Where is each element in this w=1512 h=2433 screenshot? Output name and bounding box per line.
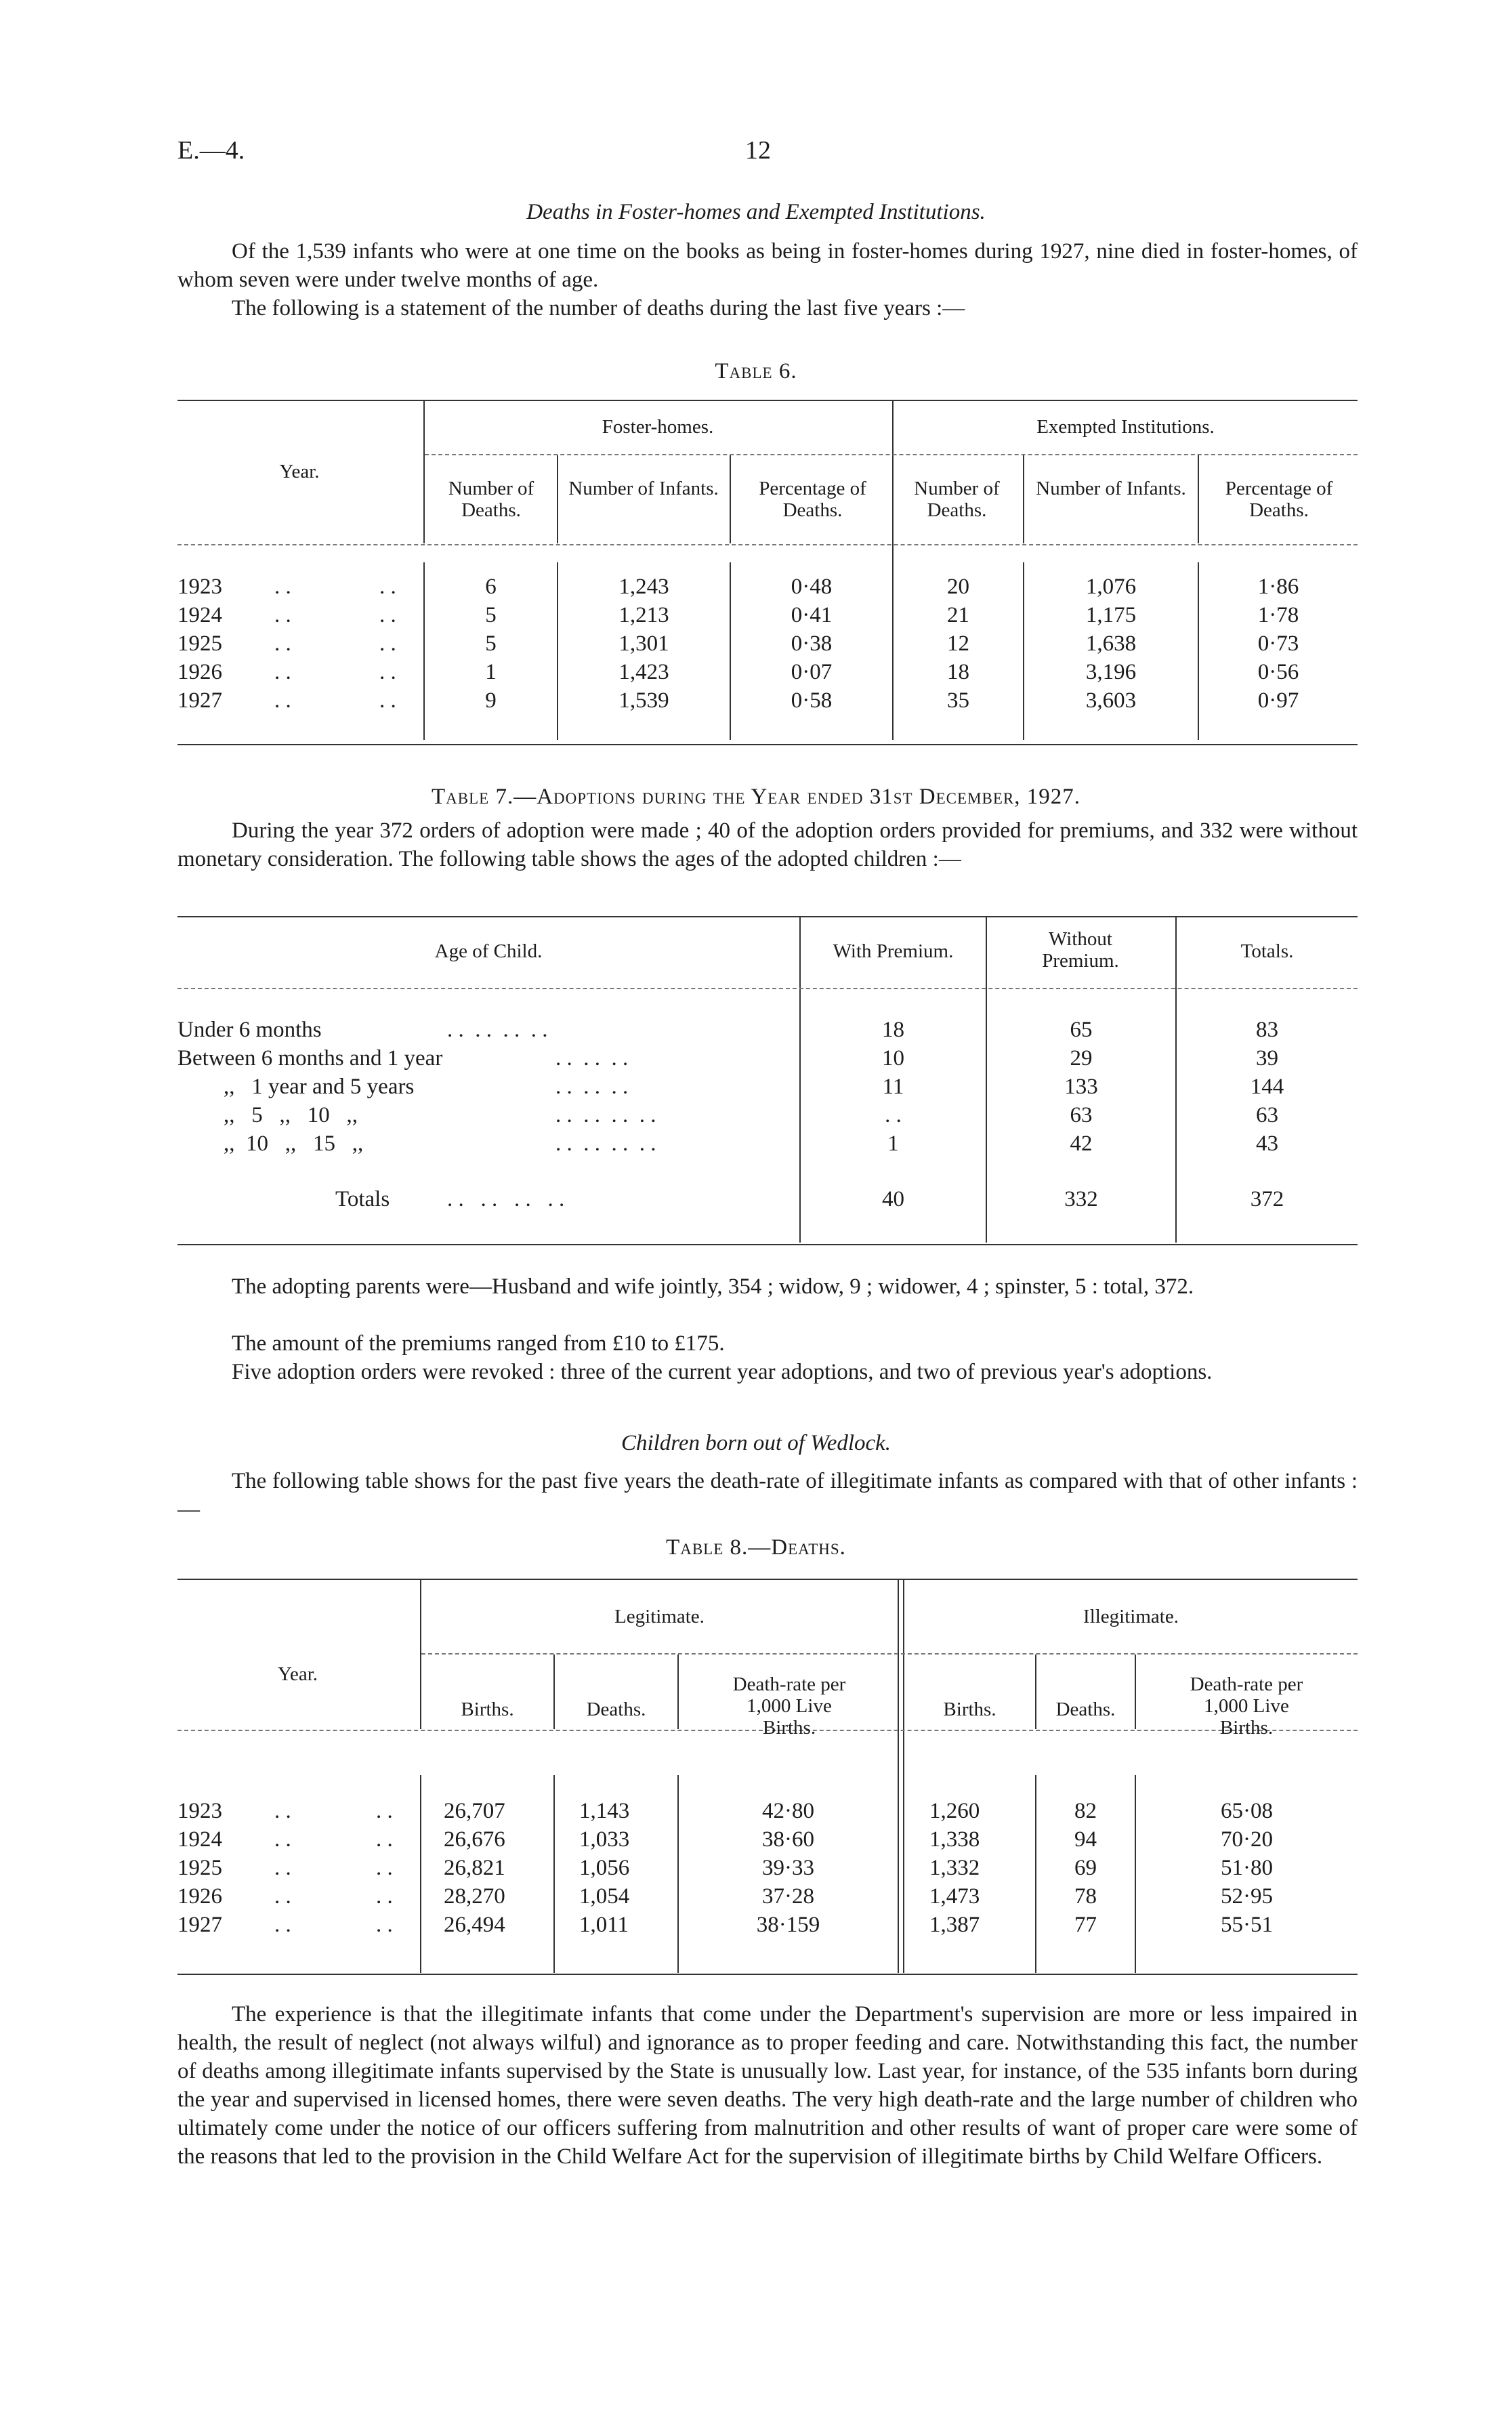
table8-dots: . . [376, 1799, 393, 1823]
paragraph-premiums [177, 1329, 1358, 1358]
paragraph-adopting-parents-text: The adopting parents were—Husband and wife jointly, 354 ; widow, 9 ; widower, 4 ; spinster, 5 : total, 372. [232, 1274, 1194, 1299]
paragraph-adoptions [177, 816, 1358, 873]
table7-total: 83 [1256, 1018, 1278, 1042]
table6-exempted-infants: 3,196 [1085, 660, 1137, 684]
table6-foster-percentage: 0·07 [791, 660, 833, 684]
table8-illegit-births: 1,473 [929, 1884, 980, 1909]
table6-group-foster: Foster-homes. [602, 416, 714, 438]
table8-legit-rate: 42·80 [762, 1799, 814, 1823]
table8-top-rule [177, 1579, 1358, 1580]
table6-col-foster-deaths: Number of Deaths. [448, 478, 534, 521]
table6-foster-percentage: 0·58 [791, 688, 833, 713]
table7-total: 63 [1256, 1103, 1278, 1127]
table8-illegit-deaths: 77 [1074, 1913, 1097, 1937]
table8-legit-deaths: 1,056 [579, 1856, 630, 1880]
table7-age: ,, 5 ,, 10 ,, [224, 1103, 358, 1127]
table7-bottom-rule [177, 1244, 1358, 1245]
table7-dots: . . . . . . . . [555, 1131, 656, 1156]
table6-dots: . . [274, 603, 291, 627]
table8-dots: . . [274, 1884, 291, 1909]
table8-illegit-births: 1,387 [929, 1913, 980, 1937]
table7-with-premium: . . [885, 1103, 902, 1127]
table6-title: Table 6. [715, 359, 797, 383]
table6-exempted-deaths: 18 [947, 660, 969, 684]
table6-col-foster-percentage: Percentage of Deaths. [759, 478, 866, 521]
table6-exempted-infants: 1,076 [1085, 575, 1137, 599]
table8-col-legit-rate: Death-rate per 1,000 Live Births. [732, 1673, 846, 1739]
table7-with-premium: 18 [882, 1018, 904, 1042]
table8-col-illegit-deaths: Deaths. [1055, 1699, 1116, 1720]
table8-year: 1927 [177, 1913, 222, 1937]
table6-exempted-infants: 1,175 [1085, 603, 1137, 627]
table6-vline [557, 455, 558, 543]
table6-foster-deaths: 1 [485, 660, 497, 684]
table7-with-premium: 10 [882, 1046, 904, 1070]
table8-dots: . . [376, 1913, 393, 1937]
table6-year: 1927 [177, 688, 222, 713]
table6-foster-deaths: 9 [485, 688, 497, 713]
table8-illegit-deaths: 78 [1074, 1884, 1097, 1909]
table6-foster-infants: 1,301 [618, 631, 669, 656]
table7-totals-total: 372 [1250, 1187, 1284, 1211]
table8-vline [553, 1775, 555, 1973]
table7-col-age: Age of Child. [434, 940, 543, 962]
table6-group-exempted: Exempted Institutions. [1036, 416, 1215, 438]
table6-foster-deaths: 5 [485, 603, 497, 627]
table7-dots: . . . . . . [555, 1075, 629, 1099]
table8-legit-rate: 38·159 [756, 1913, 820, 1937]
table7-title: Table 7.—Adoptions during the Year ended 31st December, 1927. [432, 785, 1080, 809]
table6-dots: . . [274, 688, 291, 713]
paragraph-foster-infants [177, 237, 1358, 294]
table8-vline [903, 1580, 904, 1973]
table8-bottom-rule [177, 1974, 1358, 1975]
table8-illegit-births: 1,338 [929, 1827, 980, 1852]
table8-dots: . . [274, 1827, 291, 1852]
table8-illegit-deaths: 82 [1074, 1799, 1097, 1823]
table8-col-legit-deaths: Deaths. [586, 1699, 646, 1720]
table6-dots: . . [274, 631, 291, 656]
table6-dots: . . [379, 575, 396, 599]
table8-col-illegit-births: Births. [943, 1699, 996, 1720]
table6-col-year: Year. [279, 461, 320, 482]
table8-year: 1924 [177, 1827, 222, 1852]
table6-dots: . . [379, 660, 396, 684]
table8-col-year: Year. [277, 1663, 318, 1685]
paragraph-closing [177, 2000, 1358, 2171]
paragraph-wedlock-text: The following table shows for the past five years the death-rate of illegitimate infants as compared with that of other infants :— [177, 1469, 1358, 1522]
table8-legit-deaths: 1,033 [579, 1827, 630, 1852]
table7-without-premium: 63 [1070, 1103, 1093, 1127]
table7-header-rule [177, 988, 1358, 989]
table6-foster-infants: 1,213 [618, 603, 669, 627]
table6-foster-deaths: 6 [485, 575, 497, 599]
table6-foster-percentage: 0·41 [791, 603, 833, 627]
table6-col-foster-infants: Number of Infants. [568, 478, 719, 499]
table6-dots: . . [274, 575, 291, 599]
table6-group-rule [425, 454, 1358, 455]
table6-foster-percentage: 0·38 [791, 631, 833, 656]
table6-foster-infants: 1,423 [618, 660, 669, 684]
table7-age: Under 6 months [177, 1018, 322, 1042]
table8-col-illegit-rate: Death-rate per 1,000 Live Births. [1190, 1673, 1303, 1739]
table6-year: 1925 [177, 631, 222, 656]
paragraph-adopting-parents [177, 1272, 1358, 1301]
table7-without-premium: 65 [1070, 1018, 1093, 1042]
table7-with-premium: 11 [882, 1075, 904, 1099]
table6-vline [730, 455, 731, 543]
table8-legit-births: 26,821 [444, 1856, 505, 1880]
paragraph-premiums-text: The amount of the premiums ranged from £10 to £175. [232, 1331, 725, 1356]
table6-exempted-percentage: 0·97 [1257, 688, 1299, 713]
table8-group-rule [421, 1653, 1358, 1655]
paragraph-revoked-text: Five adoption orders were revoked : three of the current year adoptions, and two of previous year's adoptions. [232, 1360, 1213, 1384]
table8-illegit-rate: 70·20 [1221, 1827, 1273, 1852]
table6-dots: . . [379, 688, 396, 713]
table7-dots: . . . . . . . . [447, 1187, 565, 1211]
table8-group-illegitimate: Illegitimate. [1083, 1606, 1179, 1627]
table8-legit-rate: 38·60 [762, 1827, 814, 1852]
table8-illegit-births: 1,260 [929, 1799, 980, 1823]
paragraph-adoptions-text: During the year 372 orders of adoption were made ; 40 of the adoption orders provided for premiums, and 332 were without monetary consideration. The following table shows the ages of the adopted children :— [177, 818, 1358, 871]
section-heading-wedlock: Children born out of Wedlock. [621, 1431, 891, 1455]
table7-dots: . . . . . . . . [447, 1018, 548, 1042]
table6-exempted-infants: 3,603 [1085, 688, 1137, 713]
table6-exempted-deaths: 12 [947, 631, 969, 656]
table6-exempted-deaths: 20 [947, 575, 969, 599]
report-code: E.—4. [177, 136, 245, 165]
table8-dots: . . [274, 1799, 291, 1823]
table8-title: Table 8.—Deaths. [666, 1535, 846, 1560]
table8-legit-births: 26,707 [444, 1799, 505, 1823]
table7-col-with-premium: With Premium. [833, 940, 954, 962]
table6-exempted-percentage: 1·86 [1257, 575, 1299, 599]
table8-legit-deaths: 1,143 [579, 1799, 630, 1823]
paragraph-wedlock [177, 1467, 1358, 1524]
table8-legit-births: 26,676 [444, 1827, 505, 1852]
table7-total: 39 [1256, 1046, 1278, 1070]
table6-col-exempted-infants: Number of Infants. [1036, 478, 1186, 499]
table6-year: 1926 [177, 660, 222, 684]
table7-age: ,, 10 ,, 15 ,, [224, 1131, 364, 1156]
table8-legit-deaths: 1,011 [579, 1913, 629, 1937]
table8-illegit-rate: 52·95 [1221, 1884, 1273, 1909]
paragraph-revoked [177, 1358, 1358, 1386]
table6-exempted-deaths: 21 [947, 603, 969, 627]
table6-exempted-infants: 1,638 [1085, 631, 1137, 656]
table7-totals-label: Totals [335, 1187, 390, 1211]
table7-age: Between 6 months and 1 year [177, 1046, 443, 1070]
table6-exempted-percentage: 1·78 [1257, 603, 1299, 627]
table6-exempted-deaths: 35 [947, 688, 969, 713]
table6-col-exempted-percentage: Percentage of Deaths. [1225, 478, 1333, 521]
table6-col-exempted-deaths: Number of Deaths. [914, 478, 1000, 521]
table6-vline [1198, 455, 1199, 543]
table8-legit-births: 28,270 [444, 1884, 505, 1909]
table6-bottom-rule [177, 744, 1358, 745]
table8-year: 1925 [177, 1856, 222, 1880]
table8-legit-deaths: 1,054 [579, 1884, 630, 1909]
table7-with-premium: 1 [887, 1131, 899, 1156]
table7-dots: . . . . . . [555, 1046, 629, 1070]
table8-illegit-rate: 51·80 [1221, 1856, 1273, 1880]
table8-vline [1135, 1655, 1136, 1729]
table6-header-rule [177, 544, 1358, 545]
table7-age: ,, 1 year and 5 years [224, 1075, 415, 1099]
section-heading-foster: Deaths in Foster-homes and Exempted Institutions. [526, 200, 986, 224]
table6-exempted-percentage: 0·73 [1257, 631, 1299, 656]
table8-year: 1923 [177, 1799, 222, 1823]
table6-foster-infants: 1,243 [618, 575, 669, 599]
table6-dots: . . [379, 631, 396, 656]
table6-year: 1924 [177, 603, 222, 627]
table6-year: 1923 [177, 575, 222, 599]
table7-total: 144 [1250, 1075, 1284, 1099]
table6-foster-deaths: 5 [485, 631, 497, 656]
page-number: 12 [745, 136, 771, 165]
table8-illegit-deaths: 94 [1074, 1827, 1097, 1852]
table8-dots: . . [376, 1884, 393, 1909]
table6-exempted-percentage: 0·56 [1257, 660, 1299, 684]
table8-vline [420, 1775, 421, 1973]
table7-dots: . . . . . . . . [555, 1103, 656, 1127]
paragraph-closing-text: The experience is that the illegitimate infants that come under the Department's supervision are more or less impaired in health, the result of neglect (not always wilful) and ignorance as to proper feeding and care. Notwithstanding this fact, the number of deaths among illegitimate infants supervised by the State is unusually low. Last year, for instance, of the 535 infants born during the year and supervised in licensed homes, there were seven deaths. The very high death-rate and the large number of children who ultimately come under the notice of our officers suffering from malnutrition and other results of want of proper care were some of the reasons that led to the provision in the Child Welfare Act for the supervision of illegitimate births by Child Welfare Officers. [177, 2002, 1358, 2169]
table6-dots: . . [379, 603, 396, 627]
table8-illegit-rate: 55·51 [1221, 1913, 1273, 1937]
table6-dots: . . [274, 660, 291, 684]
table8-dots: . . [274, 1913, 291, 1937]
table6-foster-infants: 1,539 [618, 688, 669, 713]
table8-group-legitimate: Legitimate. [614, 1606, 705, 1627]
table8-vline [677, 1655, 679, 1729]
table7-top-rule [177, 916, 1358, 917]
table7-total: 43 [1256, 1131, 1278, 1156]
table6-foster-percentage: 0·48 [791, 575, 833, 599]
table6-vline [1023, 455, 1024, 543]
paragraph-foster-infants-text: Of the 1,539 infants who were at one time on the books as being in foster-homes during 1927, nine died in foster-homes, of whom seven were under twelve months of age. [177, 239, 1358, 292]
table7-col-without-premium: Without Premium. [1042, 928, 1119, 972]
table8-legit-rate: 39·33 [762, 1856, 814, 1880]
table8-illegit-births: 1,332 [929, 1856, 980, 1880]
table8-dots: . . [376, 1827, 393, 1852]
table7-without-premium: 133 [1064, 1075, 1098, 1099]
table8-illegit-rate: 65·08 [1221, 1799, 1273, 1823]
paragraph-statement [177, 294, 1358, 323]
table7-without-premium: 42 [1070, 1131, 1093, 1156]
table7-totals-without: 332 [1064, 1187, 1098, 1211]
table8-year: 1926 [177, 1884, 222, 1909]
table8-dots: . . [376, 1856, 393, 1880]
table8-vline [898, 1580, 899, 1973]
table8-legit-births: 26,494 [444, 1913, 505, 1937]
table8-legit-rate: 37·28 [762, 1884, 814, 1909]
table8-dots: . . [274, 1856, 291, 1880]
table8-col-legit-births: Births. [461, 1699, 514, 1720]
table7-totals-with: 40 [882, 1187, 904, 1211]
table7-without-premium: 29 [1070, 1046, 1093, 1070]
table6-top-rule [177, 400, 1358, 401]
table8-illegit-deaths: 69 [1074, 1856, 1097, 1880]
paragraph-statement-text: The following is a statement of the number of deaths during the last five years :— [232, 296, 965, 320]
table7-col-totals: Totals. [1240, 940, 1294, 962]
